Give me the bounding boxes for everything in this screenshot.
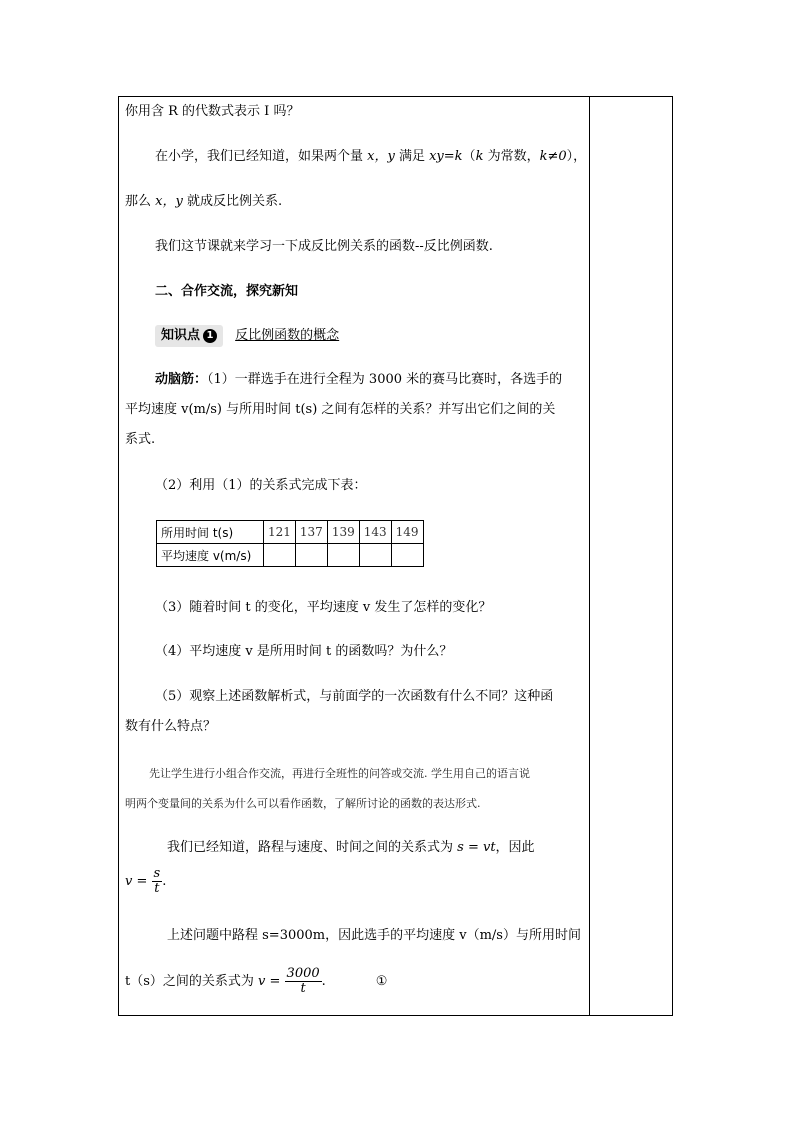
table-cell-empty — [264, 544, 296, 567]
numerator: s — [153, 866, 161, 881]
question-5-line-a: （5）观察上述函数解析式，与前面学的一次函数有什么不同？这种函 — [155, 689, 554, 704]
knowledge-line-1 — [167, 839, 535, 857]
line-3-text2: 就成反比例关系. — [182, 194, 283, 209]
equation-marker: ① — [375, 974, 388, 989]
speed-time-table — [156, 520, 424, 567]
question-1-line-b: 平均速度 v(m/s) 与所用时间 t(s) 之间有怎样的关系？并写出它们之间的关 — [125, 402, 556, 417]
lesson-frame — [118, 96, 673, 1016]
line-4: 我们这节课就来学习一下成反比例关系的函数--反比例函数. — [155, 239, 493, 254]
denominator: t — [300, 981, 306, 996]
table-cell-empty — [359, 544, 391, 567]
column-divider — [589, 97, 590, 1015]
question-1-line-a — [155, 371, 562, 389]
question-label: 动脑筋： — [155, 372, 208, 387]
fraction — [152, 867, 163, 896]
denominator: t — [154, 881, 160, 896]
knowledge-text: 我们已经知道，路程与速度、时间之间的关系式为 — [167, 840, 458, 855]
line-2-k: k — [475, 149, 484, 164]
teacher-note-line-2: 明两个变量间的关系为什么可以看作函数，了解所讨论的函数的表达形式. — [125, 797, 481, 810]
line-3-text: 那么 — [125, 194, 156, 209]
table-cell-empty — [327, 544, 359, 567]
knowledge-text2: ，因此 — [495, 840, 535, 855]
formula-svt: s = vt — [457, 840, 496, 855]
badge-number-icon: 1 — [203, 329, 217, 343]
period: . — [162, 874, 167, 889]
table-cell-empty — [295, 544, 327, 567]
formula-v-3000-over-t — [125, 967, 387, 996]
line-2-paren: （ — [462, 149, 476, 164]
table-cell: 121 — [264, 521, 296, 544]
question-4: （4）平均速度 v 是所用时间 t 的函数吗？为什么？ — [155, 644, 453, 659]
table-cell: 139 — [327, 521, 359, 544]
period: . — [321, 974, 326, 989]
line-3 — [125, 193, 282, 211]
formula-lhs: v = — [258, 974, 281, 989]
topic-title: 反比例函数的概念 — [235, 328, 340, 343]
numerator: 3000 — [286, 966, 320, 981]
table-cell: 149 — [391, 521, 423, 544]
table-row — [157, 544, 424, 567]
line-2-vars: x，y — [367, 149, 395, 164]
line-2-cond: k≠0 — [539, 149, 567, 164]
line-2-text: 在小学，我们已经知道，如果两个量 — [155, 149, 368, 164]
line-2 — [155, 148, 586, 166]
question-5-line-b: 数有什么特点？ — [125, 719, 217, 734]
formula-lhs: v = — [125, 874, 148, 889]
knowledge-badge — [155, 325, 223, 347]
line-2-text3: 为常数， — [483, 149, 540, 164]
line-2-close: ）， — [566, 149, 587, 164]
formula-v-s-over-t — [125, 867, 166, 896]
line-1: 你用含 R 的代数式表示 I 吗？ — [125, 104, 300, 119]
row-label-time: 所用时间 t(s) — [157, 521, 264, 544]
badge-label: 知识点 — [161, 328, 201, 343]
line-3-vars: x，y — [155, 194, 183, 209]
lesson-content — [119, 97, 589, 1015]
teacher-note-line-1: 先让学生进行小组合作交流，再进行全班性的问答或交流. 学生用自己的语言说 — [149, 767, 530, 780]
question-3: （3）随着时间 t 的变化，平均速度 v 发生了怎样的变化？ — [155, 600, 492, 615]
table-cell: 143 — [359, 521, 391, 544]
knowledge-point — [155, 325, 339, 347]
line-2-eq: xy=k — [429, 149, 463, 164]
knowledge-line-3: 上述问题中路程 s=3000m，因此选手的平均速度 v（m/s）与所用时间 — [167, 928, 581, 943]
question-2: （2）利用（1）的关系式完成下表： — [155, 478, 367, 493]
line-2-text2: 满足 — [394, 149, 430, 164]
section-heading: 二、合作交流，探究新知 — [155, 284, 299, 299]
knowledge-text: t（s）之间的关系式为 — [125, 974, 259, 989]
question-1-line-c: 系式. — [125, 432, 156, 447]
row-label-speed: 平均速度 v(m/s) — [157, 544, 264, 567]
table-cell-empty — [391, 544, 423, 567]
question-1-text: （1）一群选手在进行全程为 3000 米的赛马比赛时，各选手的 — [207, 372, 563, 387]
table-row — [157, 521, 424, 544]
table-cell: 137 — [295, 521, 327, 544]
fraction — [285, 967, 322, 996]
